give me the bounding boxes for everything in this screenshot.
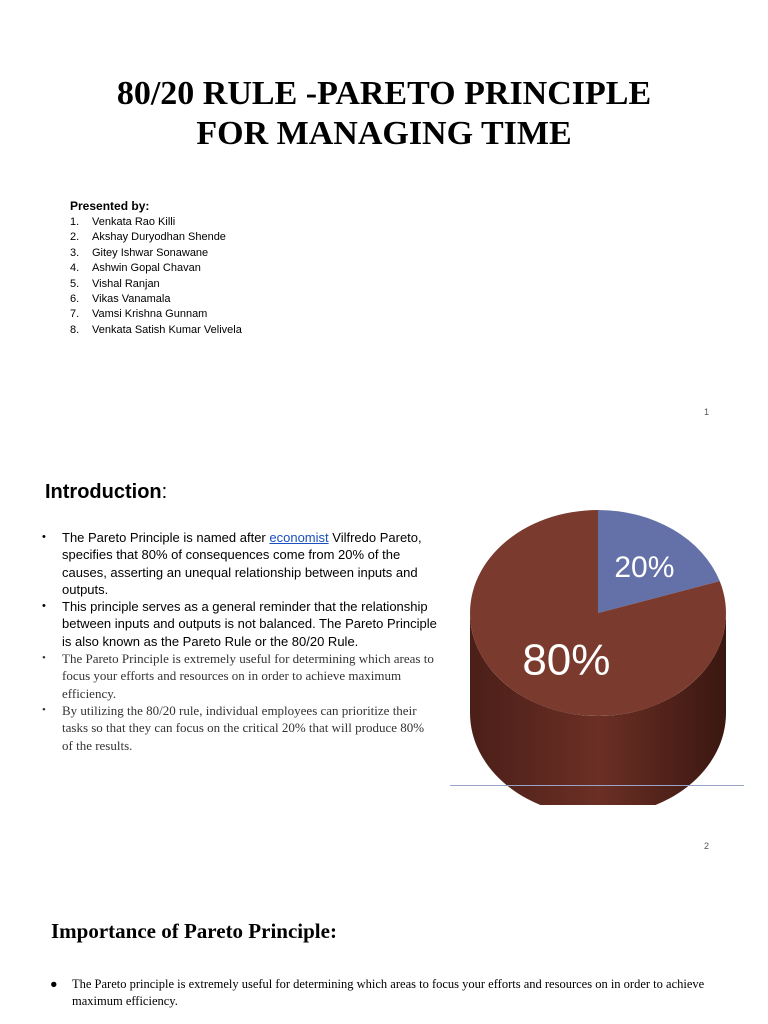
- pie-label-80: 80%: [522, 635, 611, 685]
- presenter-name: Vishal Ranjan: [92, 277, 160, 290]
- importance-bullets: [50, 976, 750, 1010]
- title-line-2: FOR MANAGING TIME: [196, 115, 572, 152]
- introduction-slide: [0, 465, 768, 865]
- presenter-name: Vikas Vanamala: [92, 293, 171, 306]
- list-item: • The Pareto Principle is named after economist Vilfredo Pareto, specifies that 80% of consequences come from 20% of the causes, asserting an unequal relationship between inputs and outputs.: [42, 530, 422, 597]
- presenter-name: Akshay Duryodhan Shende: [92, 231, 226, 244]
- pareto-pie-chart: [450, 505, 750, 805]
- bullet-icon: •: [42, 531, 46, 543]
- presenter-name: Venkata Satish Kumar Velivela: [92, 323, 242, 336]
- title-line-1: 80/20 RULE -PARETO PRINCIPLE: [116, 75, 652, 112]
- presenter-name: Venkata Rao Killi: [92, 216, 176, 228]
- list-item: 5. Vishal Ranjan: [70, 277, 242, 292]
- page-number: 2: [704, 841, 710, 851]
- pie-label-20: 20%: [614, 551, 675, 585]
- introduction-bullets: [42, 529, 437, 754]
- list-item: • This principle serves as a general reminder that the relationship between inputs and outputs is not balanced. The Pareto Principle is also known as the Pareto Rule or the 80/20 Rule.: [42, 599, 437, 649]
- list-item: 6. Vikas Vanamala: [70, 292, 242, 307]
- presented-by-label: Presented by:: [70, 199, 150, 213]
- bullet-icon: •: [42, 652, 46, 665]
- importance-heading: Importance of Pareto Principle:: [51, 919, 337, 943]
- chart-baseline: [450, 785, 744, 786]
- list-item: 1. Venkata Rao Killi: [70, 215, 242, 230]
- page-number: 1: [704, 407, 710, 417]
- list-item: 4. Ashwin Gopal Chavan: [70, 261, 242, 276]
- presenter-name: Gitey Ishwar Sonawane: [92, 246, 209, 259]
- presenter-name: Ashwin Gopal Chavan: [92, 262, 201, 275]
- list-item: ● The Pareto principle is extremely useful for determining which areas to focus your efforts and resources on in order to achieve maximum efficiency.: [50, 977, 705, 1008]
- list-item: 3. Gitey Ishwar Sonawane: [70, 246, 242, 261]
- title-slide: [0, 0, 768, 440]
- presentation-title: [0, 74, 768, 154]
- bullet-icon: ●: [50, 977, 58, 991]
- introduction-heading: Introduction:: [45, 481, 168, 503]
- bullet-icon: •: [42, 600, 46, 613]
- list-item: 7. Vamsi Krishna Gunnam: [70, 307, 242, 322]
- list-item: 2. Akshay Duryodhan Shende: [70, 230, 242, 245]
- list-item: • By utilizing the 80/20 rule, individual employees can prioritize their tasks so that they can focus on the critical 20% that will produce 80% of the results.: [42, 702, 425, 753]
- presenter-name: Vamsi Krishna Gunnam: [92, 308, 208, 321]
- presenter-list: [70, 215, 242, 338]
- economist-link[interactable]: economist: [269, 530, 329, 545]
- pie-chart-svg: [450, 505, 750, 805]
- bullet-icon: •: [42, 703, 46, 716]
- list-item: • The Pareto Principle is extremely useful for determining which areas to focus your efforts and resources on in order to achieve maximum efficiency.: [42, 651, 434, 701]
- list-item: 8. Venkata Satish Kumar Velivela: [70, 323, 242, 338]
- importance-slide: [0, 890, 768, 1024]
